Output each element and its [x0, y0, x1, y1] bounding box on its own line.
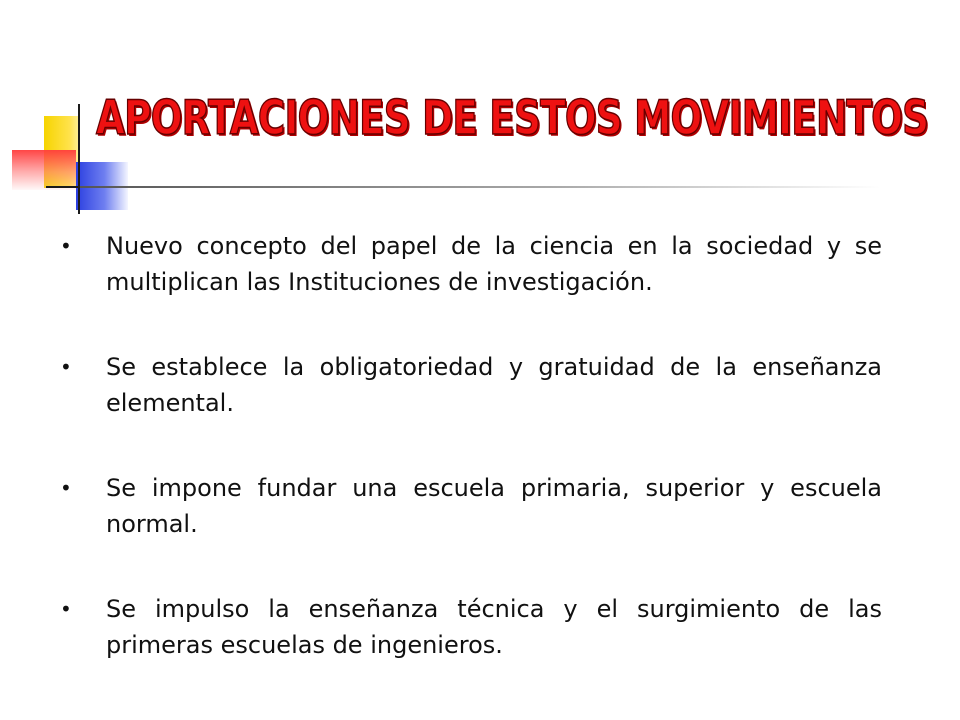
bullet-text: Se impone fundar una escuela primaria, superior y escuela normal.: [106, 474, 882, 538]
bullet-marker: •: [60, 476, 72, 500]
bullet-text: Nuevo concepto del papel de la ciencia en la sociedad y se multiplican las Instituciones de investigación.: [106, 232, 882, 296]
vertical-line-decoration: [78, 104, 80, 214]
bullet-text: Se establece la obligatoriedad y gratuidad de la enseñanza elemental.: [106, 353, 882, 417]
red-square-decoration: [12, 150, 76, 190]
slide-title: APORTACIONES DE ESTOS MOVIMIENTOS: [96, 91, 929, 146]
bullet-text: Se impulso la enseñanza técnica y el surgimiento de las primeras escuelas de ingenieros.: [106, 595, 882, 659]
bullet-marker: •: [60, 355, 72, 379]
bullet-item: [56, 591, 882, 663]
bullet-item: [56, 228, 882, 300]
bullet-item: [56, 470, 882, 542]
bullet-list: [56, 228, 882, 712]
bullet-marker: •: [60, 597, 72, 621]
bullet-item: [56, 349, 882, 421]
bullet-marker: •: [60, 234, 72, 258]
title-underline: [80, 186, 880, 188]
